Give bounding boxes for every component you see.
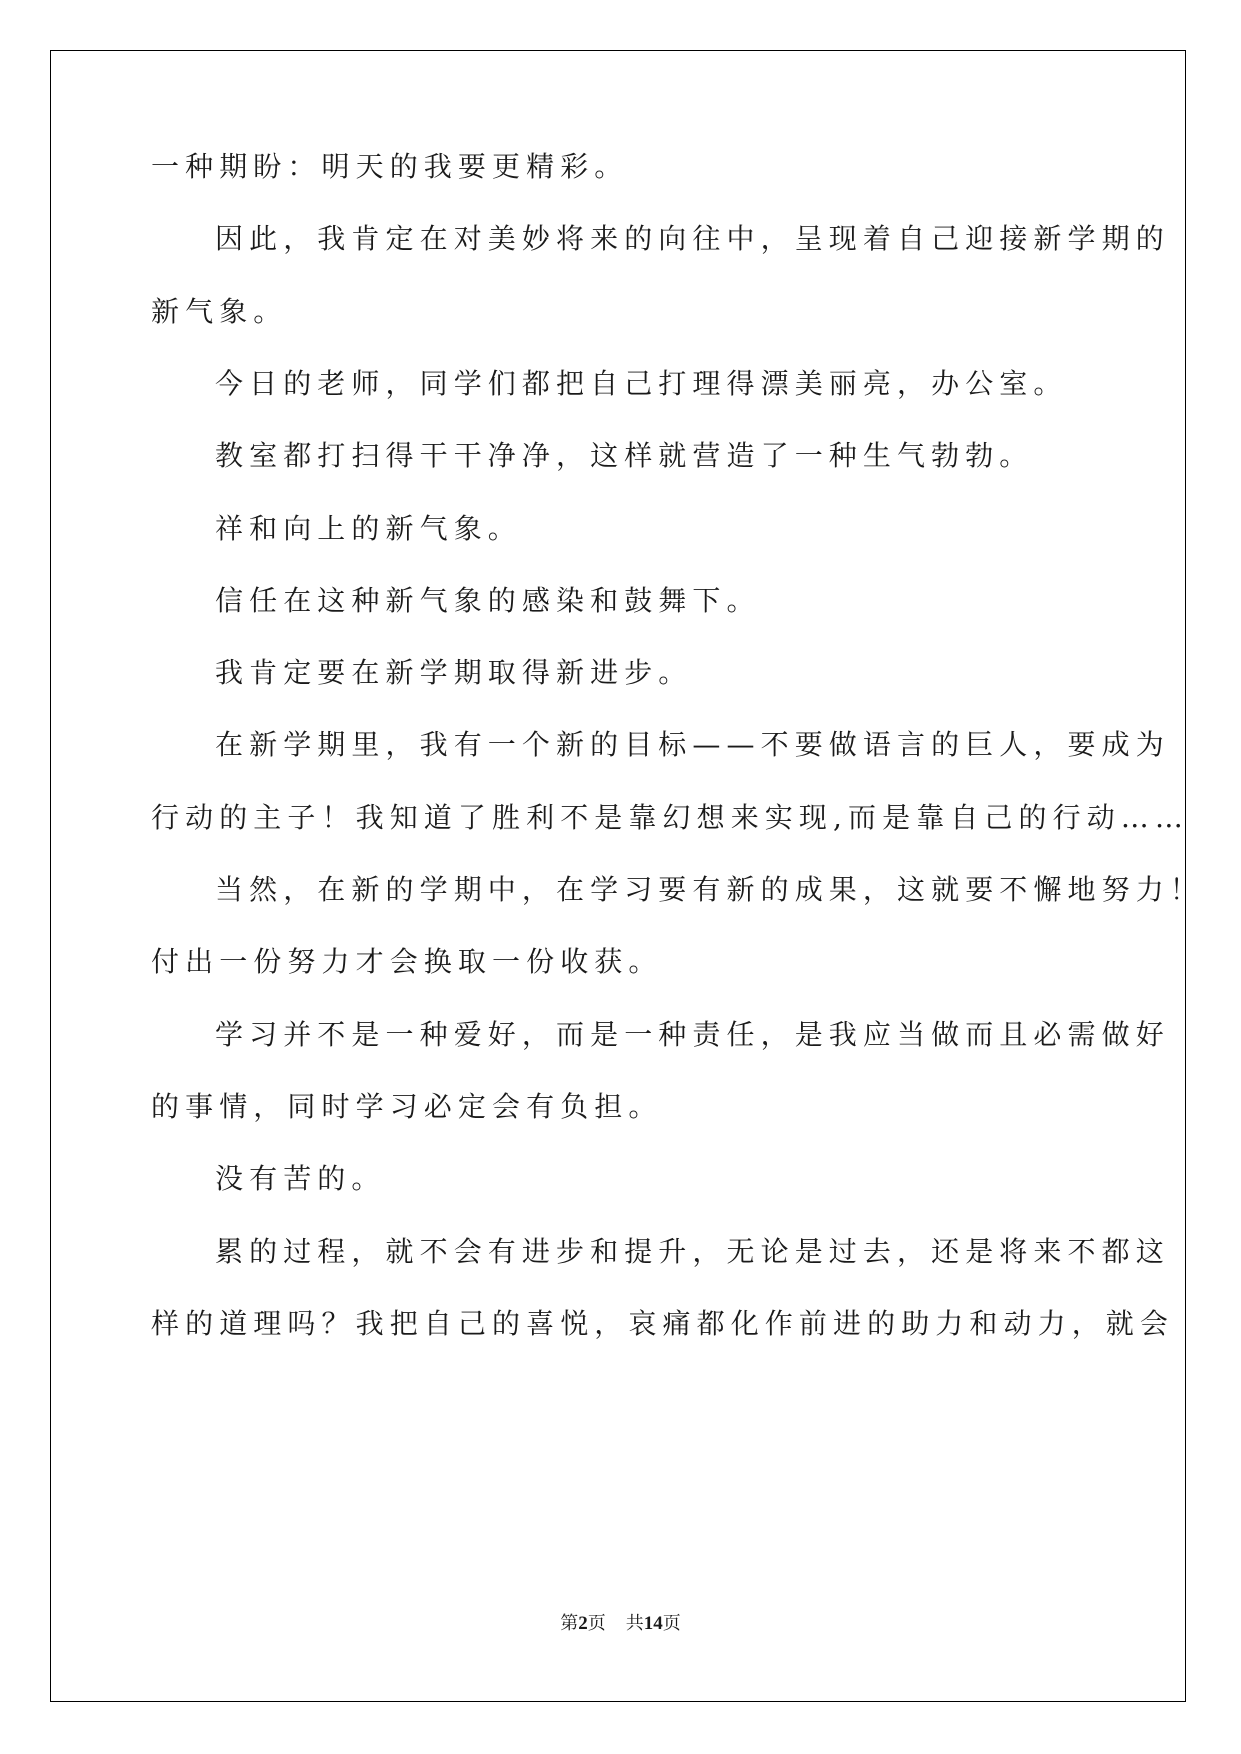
text-line: 学习并不是一种爱好，而是一种责任，是我应当做而且必需做好 xyxy=(215,1017,1170,1051)
text-line: 样的道理吗？我把自己的喜悦，哀痛都化作前进的助力和动力，就会 xyxy=(151,1306,1175,1340)
text-line: 没有苦的。 xyxy=(215,1162,386,1196)
text-line: 新气象。 xyxy=(151,294,288,328)
text-line: 一种期盼：明天的我要更精彩。 xyxy=(151,150,629,183)
text-line: 在新学期里，我有一个新的目标——不要做语言的巨人，要成为 xyxy=(215,728,1170,762)
text-line: 付出一份努力才会换取一份收获。 xyxy=(151,945,663,979)
total-pages: 14 xyxy=(643,1613,663,1634)
text-line: 的事情，同时学习必定会有负担。 xyxy=(151,1089,663,1123)
text-line: 因此，我肯定在对美妙将来的向往中，呈现着自己迎接新学期的 xyxy=(215,222,1170,256)
page-prefix: 第 xyxy=(560,1613,579,1634)
page-number: 2 xyxy=(578,1613,588,1634)
text-line: 我肯定要在新学期取得新进步。 xyxy=(215,656,693,690)
text-line: 教室都打扫得干干净净，这样就营造了一种生气勃勃。 xyxy=(215,439,1034,473)
text-line: 今日的老师，同学们都把自己打理得漂美丽亮，办公室。 xyxy=(215,366,1068,400)
total-prefix: 共 xyxy=(625,1613,644,1634)
page-suffix: 页 xyxy=(587,1613,606,1634)
text-line: 行动的主子！我知道了胜利不是靠幻想来实现,而是靠自己的行动…… xyxy=(151,800,1190,834)
page-footer xyxy=(0,1612,1241,1636)
text-line: 累的过程，就不会有进步和提升，无论是过去，还是将来不都这 xyxy=(215,1234,1170,1268)
text-line: 当然，在新的学期中，在学习要有新的成果，这就要不懈地努力！ xyxy=(215,873,1204,906)
text-line: 信任在这种新气象的感染和鼓舞下。 xyxy=(215,583,761,617)
total-suffix: 页 xyxy=(662,1613,681,1634)
text-line: 祥和向上的新气象。 xyxy=(215,511,522,545)
